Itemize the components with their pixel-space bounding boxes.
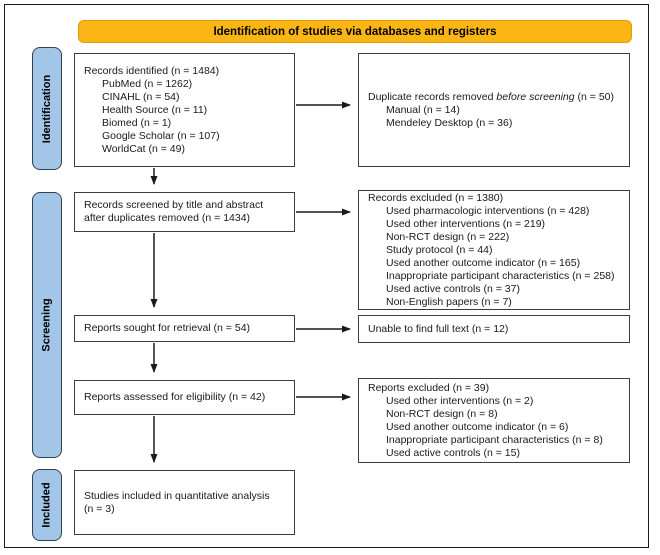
box-item: Mendeley Desktop (n = 36) — [386, 116, 513, 129]
stage-label-identification — [32, 47, 62, 170]
box-title: Records screened by title and abstract — [84, 199, 264, 211]
box-studies-included — [74, 470, 295, 535]
box-title: Reports assessed for eligibility (n = 42) — [84, 391, 266, 403]
box-title-line2: after duplicates removed (n = 1434) — [84, 212, 251, 224]
box-title-line2: (n = 3) — [84, 502, 115, 515]
stage-label-text: Included — [41, 482, 54, 528]
box-records-screened — [74, 192, 295, 232]
box-item: Biomed (n = 1) — [102, 116, 172, 129]
stage-label-text: Screening — [41, 298, 53, 352]
box-reports-assessed — [74, 380, 295, 415]
box-item: Inappropriate participant characteristics (n = 258) — [386, 269, 615, 282]
box-item: Inappropriate participant characteristics (n = 8) — [386, 433, 603, 446]
box-title: Records excluded (n = 1380) — [368, 191, 504, 204]
box-reports-sought — [74, 315, 295, 342]
box-title: Unable to find full text (n = 12) — [368, 322, 509, 335]
box-records-identified — [74, 53, 295, 167]
box-item: Used active controls (n = 37) — [386, 282, 520, 295]
box-title: Reports sought for retrieval (n = 54) — [84, 322, 251, 334]
box-item: Manual (n = 14) — [386, 103, 460, 116]
box-item: Non-RCT design (n = 8) — [386, 407, 498, 420]
box-title: Duplicate records removed before screening (n = 50) — [368, 90, 615, 103]
banner-title — [78, 20, 632, 43]
box-item: Used other interventions (n = 2) — [386, 394, 534, 407]
stage-label-included — [32, 469, 62, 541]
box-item: Used pharmacologic interventions (n = 428) — [386, 204, 590, 217]
box-item: Used other interventions (n = 219) — [386, 217, 546, 230]
box-item: Google Scholar (n = 107) — [102, 129, 220, 142]
box-title: Reports excluded (n = 39) — [368, 381, 490, 394]
box-item: CINAHL (n = 54) — [102, 90, 180, 103]
box-duplicate-records-removed — [358, 53, 630, 167]
box-title: Records identified (n = 1484) — [84, 64, 220, 77]
box-item: Used another outcome indicator (n = 6) — [386, 420, 569, 433]
box-item: Used another outcome indicator (n = 165) — [386, 256, 581, 269]
stage-label-text: Identification — [41, 74, 54, 143]
box-item: Used active controls (n = 15) — [386, 446, 520, 459]
box-title: Studies included in quantitative analysis — [84, 489, 270, 502]
box-unable-to-find-full-text — [358, 315, 630, 343]
box-item: Health Source (n = 11) — [102, 103, 208, 116]
box-item: Non-English papers (n = 7) — [386, 295, 512, 308]
box-reports-excluded — [358, 378, 630, 463]
box-records-excluded — [358, 190, 630, 310]
box-item: PubMed (n = 1262) — [102, 77, 193, 90]
box-item: WorldCat (n = 49) — [102, 142, 185, 155]
box-item: Non-RCT design (n = 222) — [386, 230, 510, 243]
box-item: Study protocol (n = 44) — [386, 243, 493, 256]
banner-title-text: Identification of studies via databases and registers — [213, 25, 497, 38]
stage-label-screening — [32, 192, 62, 458]
